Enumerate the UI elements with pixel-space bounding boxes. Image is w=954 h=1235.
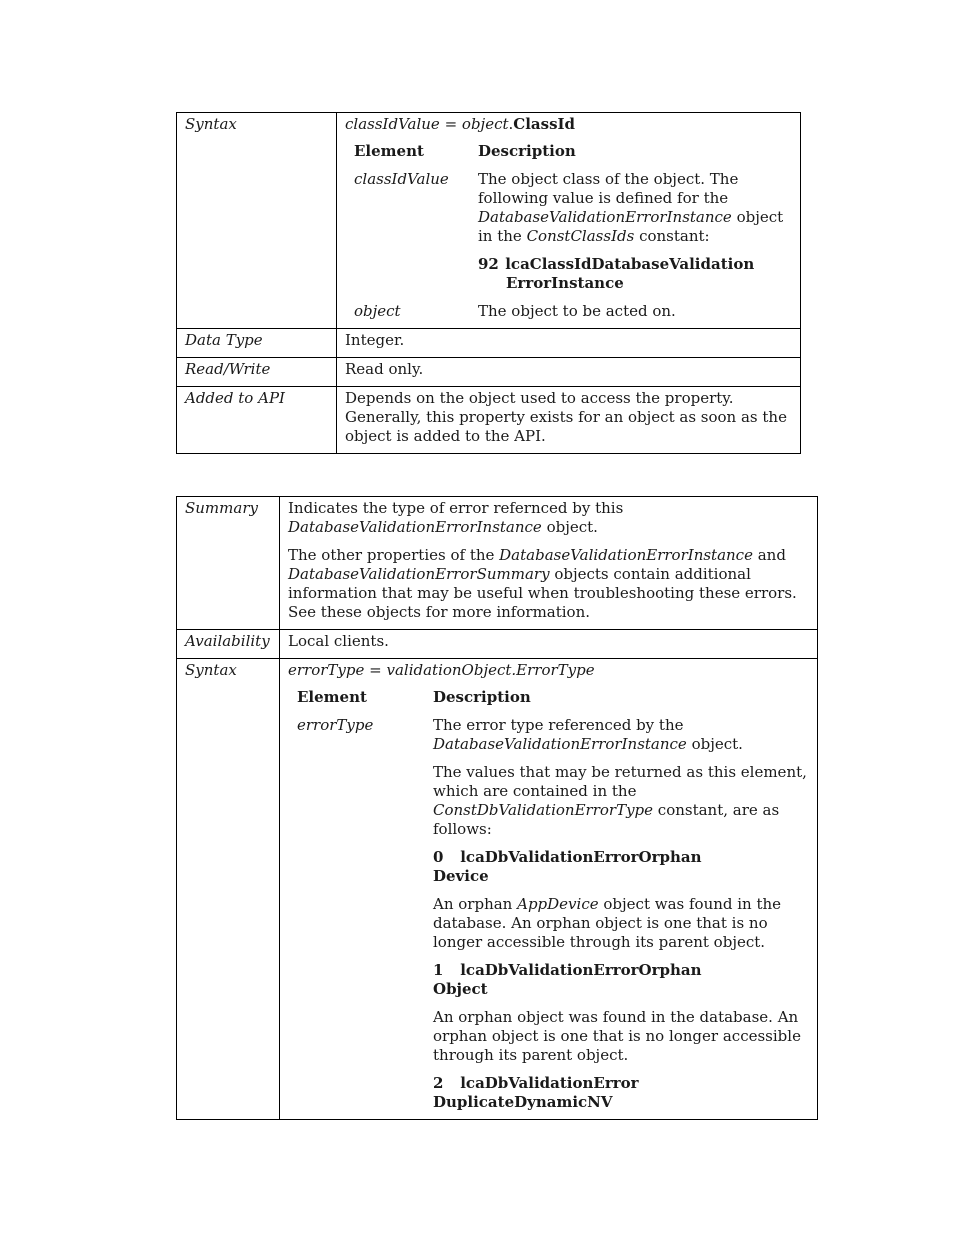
errortype-property-table	[176, 496, 818, 1120]
element-header: Element	[297, 688, 367, 706]
element-table	[288, 688, 809, 1112]
read-write-value: Read only.	[337, 358, 801, 387]
summary-row	[177, 497, 818, 630]
syntax-label: Syntax	[177, 659, 280, 1120]
description-text: The object class of the object. The following value is defined for the DatabaseValidationErrorInstance object in the ConstClassIds constant:	[478, 170, 784, 245]
element-header: Element	[354, 142, 424, 160]
description-header: Description	[433, 688, 531, 706]
data-type-label: Data Type	[177, 329, 337, 358]
classid-property-table	[176, 112, 801, 454]
element-name: errorType	[297, 716, 374, 734]
description-header: Description	[478, 142, 576, 160]
element-row	[345, 302, 792, 321]
element-row	[345, 170, 792, 302]
summary-cell	[280, 497, 818, 630]
availability-row	[177, 630, 818, 659]
syntax-row	[177, 113, 801, 329]
availability-value: Local clients.	[280, 630, 818, 659]
data-type-row	[177, 329, 801, 358]
element-header-row	[288, 688, 809, 716]
description-text: The values that may be returned as this element, which are contained in the ConstDbValidationErrorType constant, are as follows:	[433, 763, 807, 838]
syntax-cell	[337, 113, 801, 329]
read-write-row	[177, 358, 801, 387]
constant-value: 92 lcaClassIdDatabaseValidation ErrorInstance	[478, 255, 755, 292]
summary-paragraph: Indicates the type of error refernced by this DatabaseValidationErrorInstance object.	[288, 499, 624, 536]
availability-label: Availability	[177, 630, 280, 659]
syntax-cell	[280, 659, 818, 1120]
added-to-api-value: Depends on the object used to access the property. Generally, this property exists for an object as soon as the object is added to the API.	[337, 387, 801, 454]
summary-paragraph: The other properties of the DatabaseValidationErrorInstance and DatabaseValidationErrorSummary objects contain additional information that may be useful when troubleshooting these errors. See these objects for more information.	[288, 546, 797, 621]
element-table	[345, 142, 792, 321]
element-name: classIdValue	[354, 170, 449, 188]
description-text: The error type referenced by the DatabaseValidationErrorInstance object.	[433, 716, 743, 753]
element-row	[288, 716, 809, 1112]
added-to-api-row	[177, 387, 801, 454]
constant-value: 0 lcaDbValidationErrorOrphan Device	[433, 848, 702, 885]
element-description	[433, 716, 809, 1112]
constant-value: 1 lcaDbValidationErrorOrphan Object	[433, 961, 702, 998]
syntax-expression: errorType = validationObject.ErrorType	[288, 661, 595, 679]
element-description: The object to be acted on.	[478, 302, 676, 320]
element-description	[478, 170, 792, 302]
element-name: object	[354, 302, 401, 320]
syntax-label: Syntax	[177, 113, 337, 329]
constant-description: An orphan AppDevice object was found in the database. An orphan object is one that is no longer accessible through its parent object.	[433, 895, 782, 951]
element-header-row	[345, 142, 792, 170]
syntax-row	[177, 659, 818, 1120]
syntax-expression: classIdValue = object.ClassId	[345, 115, 576, 133]
added-to-api-label: Added to API	[177, 387, 337, 454]
constant-value: 2 lcaDbValidationError DuplicateDynamicNV	[433, 1074, 639, 1111]
summary-label: Summary	[177, 497, 280, 630]
constant-description: An orphan object was found in the database. An orphan object is one that is no longer accessible through its parent object.	[433, 1008, 801, 1064]
read-write-label: Read/Write	[177, 358, 337, 387]
data-type-value: Integer.	[337, 329, 801, 358]
